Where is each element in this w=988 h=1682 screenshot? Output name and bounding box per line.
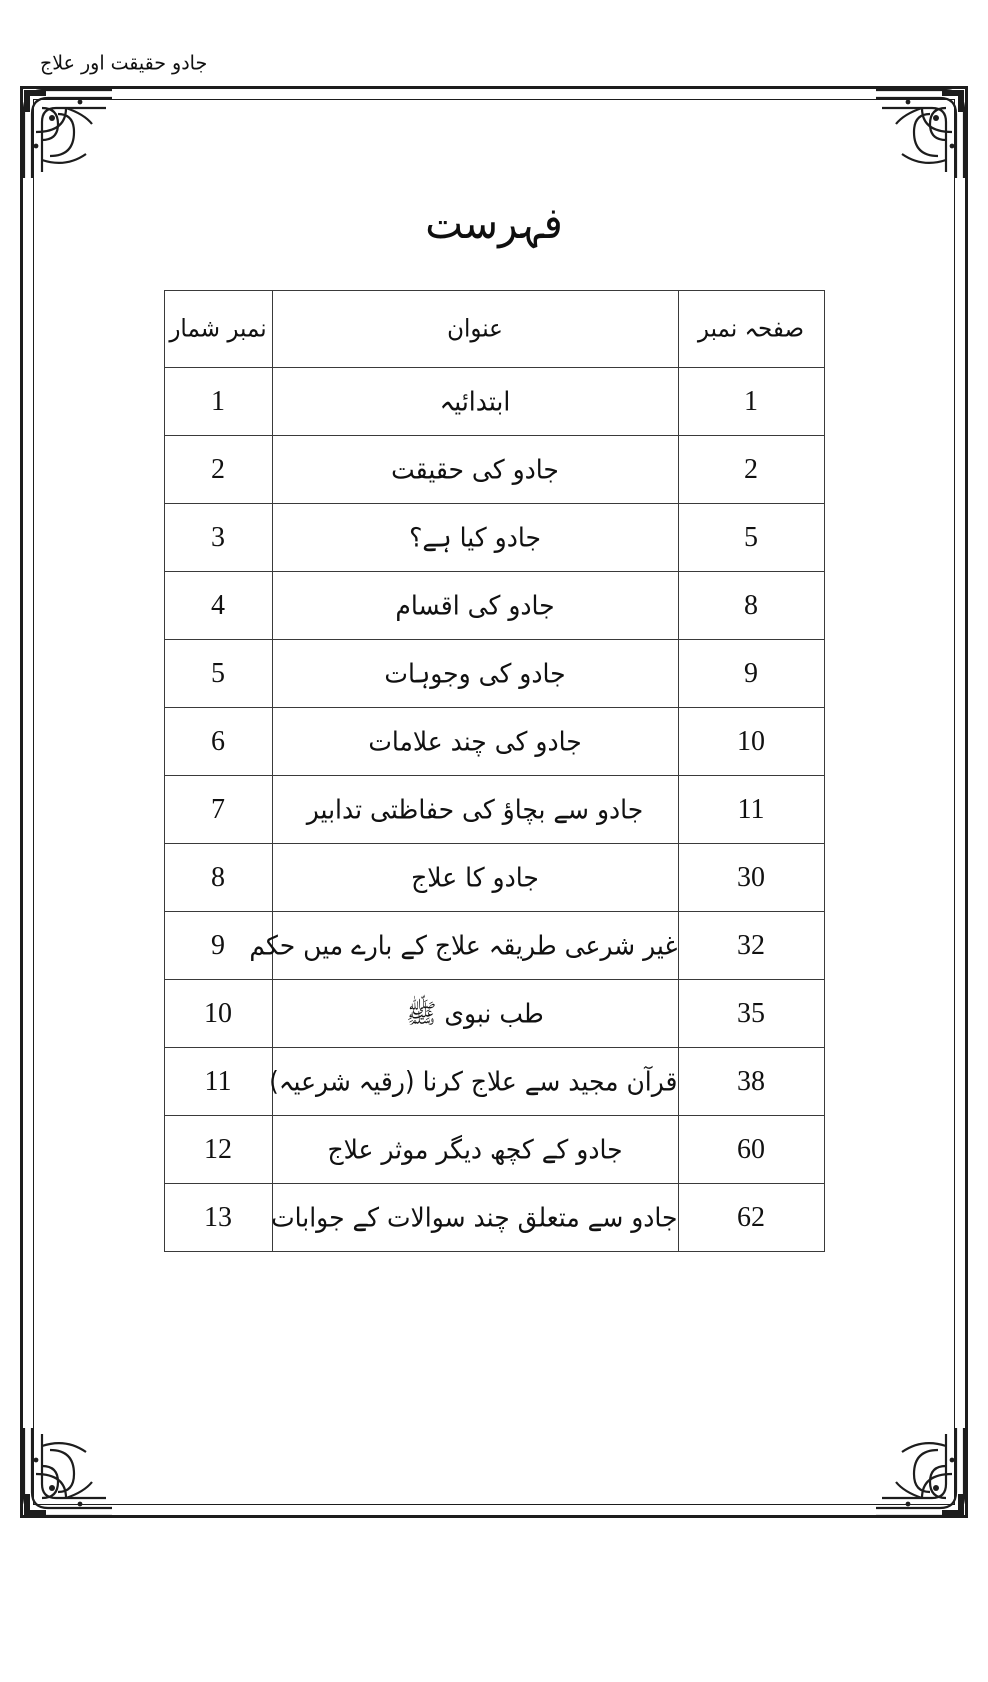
row-page: 60 <box>678 1116 824 1184</box>
table-row[interactable] <box>164 912 824 980</box>
row-number: 1 <box>164 368 272 436</box>
table-row[interactable] <box>164 1048 824 1116</box>
row-number: 8 <box>164 844 272 912</box>
row-number: 6 <box>164 708 272 776</box>
row-number: 10 <box>164 980 272 1048</box>
row-number: 3 <box>164 504 272 572</box>
row-title: جادو سے بچاؤ کی حفاظتی تدابیر <box>272 776 678 844</box>
page-content <box>60 150 928 1470</box>
row-page: 10 <box>678 708 824 776</box>
page-title: فہرست <box>425 199 563 249</box>
row-number: 11 <box>164 1048 272 1116</box>
row-title: ابتدائیہ <box>272 368 678 436</box>
table-body <box>164 368 824 1252</box>
row-page: 11 <box>678 776 824 844</box>
running-header-text: جادو حقیقت اور علاج <box>40 51 208 75</box>
row-title: غیر شرعی طریقہ علاج کے بارے میں حکم <box>272 912 678 980</box>
table-row[interactable] <box>164 572 824 640</box>
table-row[interactable] <box>164 1184 824 1252</box>
row-number: 9 <box>164 912 272 980</box>
table-of-contents <box>164 290 825 1252</box>
row-title: جادو کی وجوہات <box>272 640 678 708</box>
table-row[interactable] <box>164 980 824 1048</box>
row-page: 1 <box>678 368 824 436</box>
column-header-number: نمبر شمار <box>164 291 272 368</box>
table-row[interactable] <box>164 640 824 708</box>
row-number: 7 <box>164 776 272 844</box>
row-page: 8 <box>678 572 824 640</box>
row-title: جادو کیا ہے؟ <box>272 504 678 572</box>
table-row[interactable] <box>164 708 824 776</box>
row-title: جادو کی حقیقت <box>272 436 678 504</box>
column-header-title: عنوان <box>272 291 678 368</box>
row-title: جادو سے متعلق چند سوالات کے جوابات <box>272 1184 678 1252</box>
row-page: 35 <box>678 980 824 1048</box>
row-number: 5 <box>164 640 272 708</box>
row-page: 62 <box>678 1184 824 1252</box>
row-title: طب نبوی ﷺ <box>272 980 678 1048</box>
table-row[interactable] <box>164 776 824 844</box>
row-title: جادو کا علاج <box>272 844 678 912</box>
table-header-row <box>164 291 824 368</box>
row-page: 5 <box>678 504 824 572</box>
row-number: 4 <box>164 572 272 640</box>
row-page: 30 <box>678 844 824 912</box>
running-header <box>0 52 988 74</box>
row-title: جادو کی اقسام <box>272 572 678 640</box>
row-title: جادو کی چند علامات <box>272 708 678 776</box>
row-number: 13 <box>164 1184 272 1252</box>
table-row[interactable] <box>164 504 824 572</box>
column-header-page: صفحہ نمبر <box>678 291 824 368</box>
table-row[interactable] <box>164 436 824 504</box>
row-title: جادو کے کچھ دیگر موثر علاج <box>272 1116 678 1184</box>
row-page: 9 <box>678 640 824 708</box>
table-row[interactable] <box>164 844 824 912</box>
row-page: 2 <box>678 436 824 504</box>
row-title: قرآن مجید سے علاج کرنا (رقیہ شرعیہ) <box>272 1048 678 1116</box>
table-row[interactable] <box>164 1116 824 1184</box>
row-number: 12 <box>164 1116 272 1184</box>
row-page: 32 <box>678 912 824 980</box>
table-header <box>164 291 824 368</box>
row-page: 38 <box>678 1048 824 1116</box>
table-row[interactable] <box>164 368 824 436</box>
row-number: 2 <box>164 436 272 504</box>
